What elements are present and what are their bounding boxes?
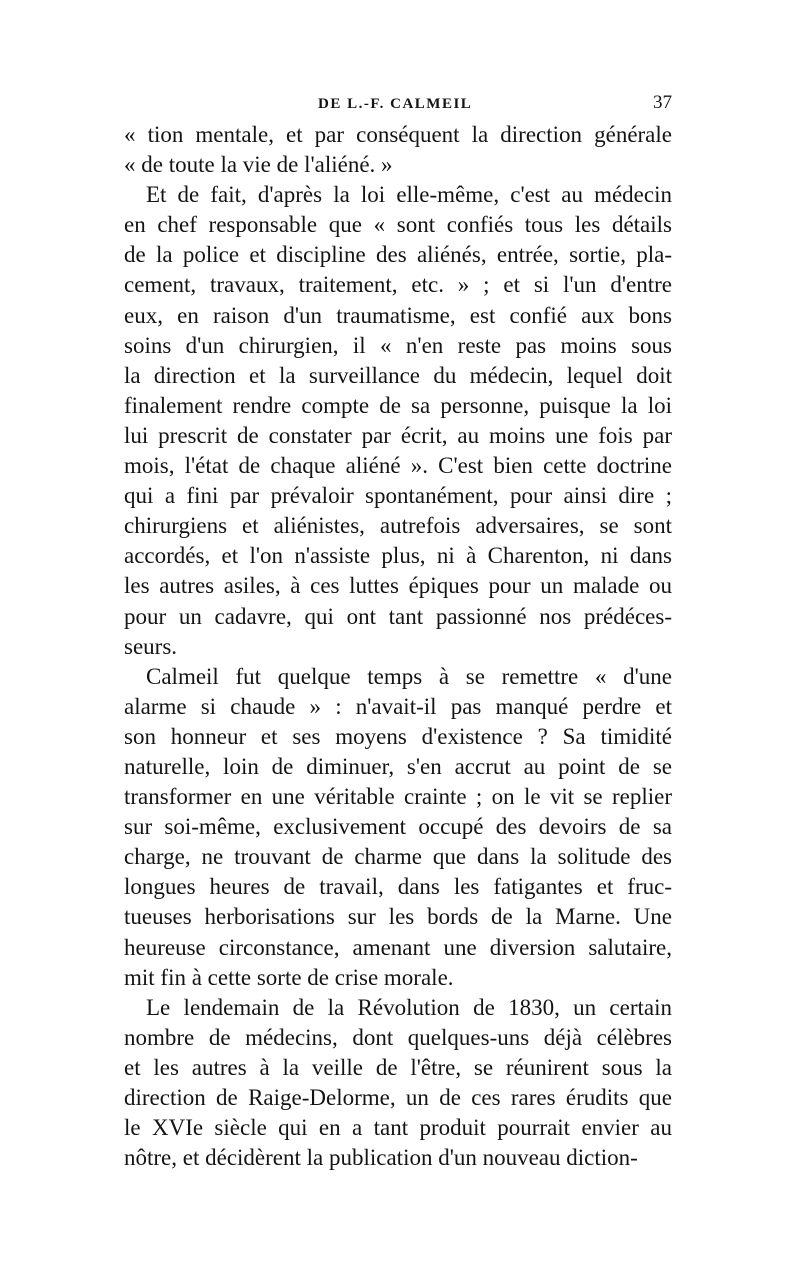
text-line: Le lendemain de la Révolution de 1830, un certain: [146, 994, 672, 1020]
text-line: lui prescrit de constater par écrit, au moins une fois par: [124, 422, 672, 448]
text-line: naturelle, loin de diminuer, s'en accrut au point de se: [124, 753, 672, 779]
text-line: soins d'un chirurgien, il « n'en reste pas moins sous: [124, 332, 672, 358]
text-line: alarme si chaude » : n'avait-il pas manqué perdre et: [124, 693, 672, 719]
text-line: mois, l'état de chaque aliéné ». C'est bien cette doctrine: [124, 453, 672, 479]
text-line: accordés, et l'on n'assiste plus, ni à Charenton, ni dans: [124, 543, 672, 569]
text-line: finalement rendre compte de sa personne, puisque la loi: [124, 392, 672, 418]
text-line: nombre de médecins, dont quelques-uns déjà célèbres: [124, 1024, 672, 1050]
page-number: 37: [653, 92, 672, 113]
text-line: de la police et discipline des aliénés, entrée, sortie, pla-: [124, 242, 672, 268]
paragraph: [124, 120, 672, 180]
text-line: tueuses herborisations sur les bords de la Marne. Une: [124, 904, 672, 930]
text-line: et les autres à la veille de l'être, se réunirent sous la: [124, 1054, 672, 1080]
text-line: seurs.: [124, 633, 178, 659]
book-page: [124, 86, 672, 1173]
text-line: charge, ne trouvant de charme que dans la solitude des: [124, 844, 672, 870]
text-line: la direction et la surveillance du médecin, lequel doit: [124, 362, 672, 388]
text-line: pour un cadavre, qui ont tant passionné nos prédéces-: [124, 603, 672, 629]
text-line: longues heures de travail, dans les fatigantes et fruc-: [124, 874, 672, 900]
text-line: « tion mentale, et par conséquent la direction générale: [124, 122, 672, 147]
text-line: les autres asiles, à ces luttes épiques pour un malade ou: [124, 573, 672, 599]
text-line: eux, en raison d'un traumatisme, est confié aux bons: [124, 302, 672, 328]
text-line: direction de Raige-Delorme, un de ces rares érudits que: [124, 1085, 672, 1110]
text-line: Calmeil fut quelque temps à se remettre « d'une: [146, 663, 672, 689]
text-line: en chef responsable que « sont confiés tous les détails: [124, 212, 672, 238]
running-title: DE L.-F. CALMEIL: [318, 96, 473, 112]
text-line: Et de fait, d'après la loi elle-même, c'est au médecin: [146, 182, 672, 208]
text-line: sur soi-même, exclusivement occupé des devoirs de sa: [124, 814, 672, 840]
running-head: [124, 86, 672, 120]
text-line: « de toute la vie de l'aliéné. »: [124, 152, 393, 178]
text-line: son honneur et ses moyens d'existence ? Sa timidité: [124, 723, 672, 749]
text-line: heureuse circonstance, amenant une diversion salutaire,: [124, 934, 672, 960]
text-line: qui a fini par prévaloir spontanément, pour ainsi dire ;: [124, 483, 672, 509]
paragraph: [124, 662, 672, 993]
paragraph: [124, 180, 672, 662]
text-line: le XVIe siècle qui en a tant produit pourrait envier au: [124, 1115, 672, 1141]
text-line: cement, travaux, traitement, etc. » ; et si l'un d'entre: [124, 272, 672, 298]
text-line: mit fin à cette sorte de crise morale.: [124, 964, 454, 990]
text-line: chirurgiens et aliénistes, autrefois adversaires, se sont: [124, 513, 672, 539]
body-text: [124, 120, 672, 1173]
text-line: transformer en une véritable crainte ; on le vit se replier: [124, 784, 672, 810]
text-line: nôtre, et décidèrent la publication d'un nouveau diction-: [124, 1145, 638, 1171]
paragraph: [124, 993, 672, 1174]
